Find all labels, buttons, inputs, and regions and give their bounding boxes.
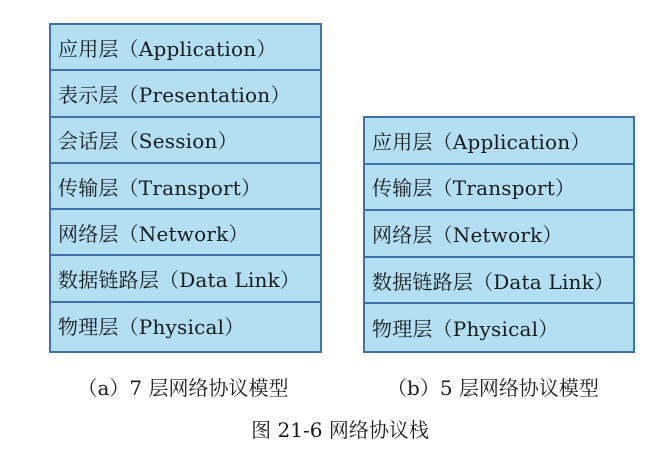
caption-seven-layer-model: （a）7 层网络协议模型 [77,376,289,400]
layer-data-link: 数据链路层（Data Link） [365,258,633,305]
layer-presentation: 表示层（Presentation） [51,71,320,117]
layer-transport: 传输层（Transport） [365,165,633,212]
layer-transport: 传输层（Transport） [51,164,320,210]
caption-five-layer-model: （b）5 层网络协议模型 [387,376,599,400]
layer-application: 应用层（Application） [51,25,320,71]
layer-data-link: 数据链路层（Data Link） [51,256,320,302]
layer-physical: 物理层（Physical） [372,317,559,342]
layer-physical: 物理层（Physical） [58,315,245,340]
five-layer-stack [363,116,635,353]
layer-application: 应用层（Application） [365,118,633,165]
layer-network: 网络层（Network） [365,211,633,258]
figure-title: 图 21-6 网络协议栈 [251,418,429,442]
seven-layer-stack [49,23,322,353]
layer-network: 网络层（Network） [51,210,320,256]
layer-session: 会话层（Session） [51,118,320,164]
